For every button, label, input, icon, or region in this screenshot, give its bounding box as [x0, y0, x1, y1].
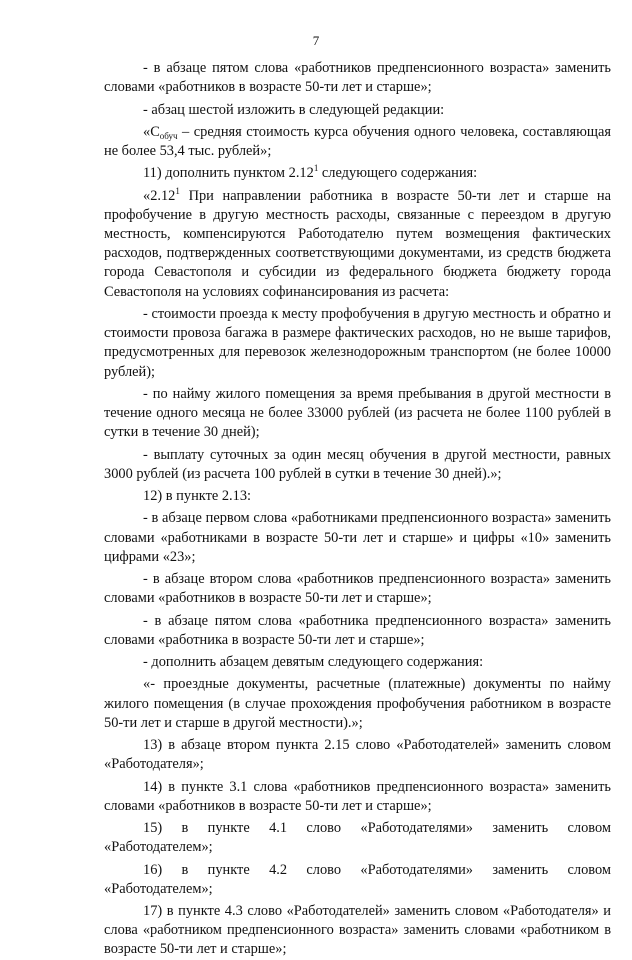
paragraph-text: - стоимости проезда к месту профобучения в другую местность и обратно и стоимости провоза багажа в размере фактических расходов, но не выше тарифов, предусмотренных для перевозок железнодорожным транспортом (не более 10000 рублей); — [104, 305, 611, 380]
paragraph-text: 17) в пункте 4.3 слово «Работодателей» заменить словом «Работодателя» и слова «работником предпенсионного возраста» заменить словами «работником в возрасте 50-ти лет и старше»; — [104, 903, 611, 958]
paragraph-text: - дополнить абзацем девятым следующего содержания: — [143, 654, 484, 671]
paragraph-item-3 — [104, 123, 611, 161]
paragraph-item-15 — [104, 736, 611, 774]
paragraph-prefix: «2.12 — [143, 187, 176, 204]
paragraph-prefix: 11) дополнить пунктом 2.12 — [143, 165, 314, 182]
subscript: обуч — [159, 130, 178, 141]
paragraph-text: «- проездные документы, расчетные (платежные) документы по найму жилого помещения (в случае прохождения профобучения работником в возрасте 50-ти лет и старше в другой местности).»; — [104, 676, 611, 731]
paragraph-text: 15) в пункте 4.1 слово «Работодателями» заменить словом «Работодателем»; — [104, 820, 611, 856]
paragraph-item-7 — [104, 385, 611, 443]
paragraph-item-9 — [104, 487, 611, 506]
paragraph-text: – средняя стоимость курса обучения одного человека, составляющая не более 53,4 тыс. рублей»; — [104, 123, 611, 159]
paragraph-item-17 — [104, 819, 611, 857]
paragraph-text: 12) в пункте 2.13: — [143, 488, 252, 505]
paragraph-text: - абзац шестой изложить в следующей редакции: — [143, 101, 445, 118]
paragraph-text: 14) в пункте 3.1 слова «работников предпенсионного возраста» заменить словами «работников в возрасте 50-ти лет и старше»; — [104, 778, 611, 814]
paragraph-text: - в абзаце первом слова «работниками предпенсионного возраста» заменить словами «работниками в возрасте 50-ти лет и старше» и цифры «10» заменить цифрами «23»; — [104, 510, 611, 565]
paragraph-item-1 — [104, 59, 611, 97]
paragraph-text: - по найму жилого помещения за время пребывания в другой местности в течение одного месяца не более 33000 рублей (из расчета не более 1100 рублей в сутки в течение 30 дней); — [104, 385, 611, 441]
paragraph-text: - в абзаце пятом слова «работников предпенсионного возраста» заменить словами «работников в возрасте 50-ти лет и старше»; — [104, 60, 611, 96]
paragraph-text: - выплату суточных за один месяц обучения в другой местности, равных 3000 рублей (из расчета 100 рублей в сутки в течение 30 дней).»; — [104, 446, 611, 482]
paragraph-text: 16) в пункте 4.2 слово «Работодателями» заменить словом «Работодателем»; — [104, 861, 611, 897]
superscript: 1 — [313, 163, 319, 174]
paragraph-text: При направлении работника в возрасте 50-ти лет и старше на профобучение в другую местность расходы, связанные с переездом в другую местность, компенсируются Работодателю путем возмещения фактических расходов, подтвержденных соответствующими документами, из средств бюджета города Севастополя и субсидии из федерального бюджета бюджету города Севастополя на условиях софинансирования из расчета: — [104, 187, 611, 300]
superscript: 1 — [175, 185, 180, 196]
paragraph-text: 13) в абзаце втором пункта 2.15 слово «Работодателей» заменить словом «Работодателя»; — [104, 737, 611, 773]
paragraph-item-2 — [104, 101, 611, 120]
paragraph-item-11 — [104, 570, 611, 608]
paragraph-prefix: «С — [143, 123, 160, 140]
paragraph-item-8 — [104, 446, 611, 484]
paragraph-item-10 — [104, 509, 611, 567]
paragraph-item-4 — [104, 164, 611, 183]
document-body — [104, 59, 611, 960]
paragraph-item-16 — [104, 778, 611, 816]
paragraph-item-13 — [104, 653, 611, 672]
paragraph-text: - в абзаце пятом слова «работника предпенсионного возраста» заменить словами «работника в возрасте 50-ти лет и старше»; — [104, 612, 611, 648]
paragraph-text: следующего содержания: — [318, 165, 478, 182]
page-number: 7 — [312, 33, 320, 48]
paragraph-item-12 — [104, 612, 611, 650]
paragraph-item-18 — [104, 861, 611, 899]
paragraph-item-19 — [104, 902, 611, 960]
paragraph-text: - в абзаце втором слова «работников предпенсионного возраста» заменить словами «работников в возрасте 50-ти лет и старше»; — [104, 571, 611, 607]
paragraph-item-5 — [104, 187, 611, 302]
paragraph-item-6 — [104, 305, 611, 382]
paragraph-item-14 — [104, 675, 611, 733]
